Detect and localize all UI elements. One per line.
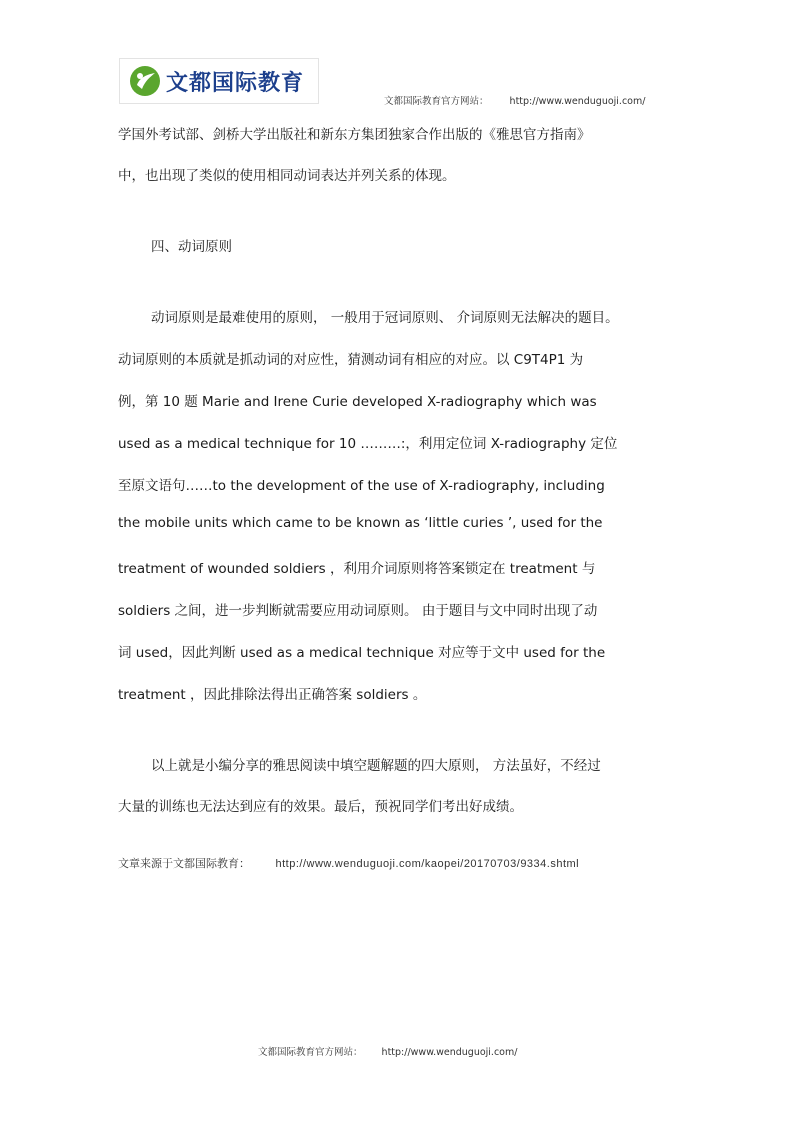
body-line-1: 学国外考试部、剑桥大学出版社和新东方集团独家合作出版的《雅思官方指南》 <box>118 127 591 143</box>
section-heading: 四、动词原则 <box>151 239 232 255</box>
paragraph-line-2: 动词原则的本质就是抓动词的对应性，猜测动词有相应的对应。以 C9T4P1 为 <box>118 352 584 368</box>
footer-site-label: 文都国际教育官方网站： <box>258 1047 363 1058</box>
paragraph-line-5: 至原文语句……to the development of the use of X-radiography, including <box>118 478 605 494</box>
conclusion-line-2: 大量的训练也无法达到应有的效果。最后，预祝同学们考出好成绩。 <box>118 799 523 815</box>
paragraph-line-8: soldiers 之间，进一步判断就需要应用动词原则。 由于题目与文中同时出现了动 <box>118 603 598 619</box>
footer-site-info <box>258 1044 517 1058</box>
paragraph-line-3: 例，第 10 题 Marie and Irene Curie developed X-radiography which was <box>118 394 597 410</box>
footer-site-url[interactable]: http://www.wenduguoji.com/ <box>381 1047 518 1058</box>
wendu-logo-icon <box>128 64 162 98</box>
wendu-logo <box>119 58 319 104</box>
paragraph-line-6: the mobile units which came to be known as ‘little curies ’, used for the <box>118 515 603 531</box>
source-label: 文章来源于文都国际教育： <box>118 857 250 870</box>
paragraph-line-4: used as a medical technique for 10 ………:，利用定位词 X-radiography 定位 <box>118 436 618 452</box>
header-site-label: 文都国际教育官方网站： <box>384 96 489 107</box>
article-source <box>118 855 579 871</box>
paragraph-line-10: treatment ，因此排除法得出正确答案 soldiers 。 <box>118 687 427 703</box>
header-site-info <box>384 93 645 107</box>
paragraph-line-9: 词 used，因此判断 used as a medical technique 对应等于文中 used for the <box>118 645 606 661</box>
source-url[interactable]: http://www.wenduguoji.com/kaopei/20170703/9334.shtml <box>275 858 580 870</box>
paragraph-line-7: treatment of wounded soldiers ，利用介词原则将答案锁定在 treatment 与 <box>118 561 596 577</box>
body-line-2: 中，也出现了类似的使用相同动词表达并列关系的体现。 <box>118 168 456 184</box>
conclusion-line-1: 以上就是小编分享的雅思阅读中填空题解题的四大原则， 方法虽好，不经过 <box>151 758 601 774</box>
logo-text: 文都国际教育 <box>166 70 305 96</box>
paragraph-line-1: 动词原则是最难使用的原则， 一般用于冠词原则、 介词原则无法解决的题目。 <box>151 310 619 326</box>
header-site-url[interactable]: http://www.wenduguoji.com/ <box>509 96 646 107</box>
